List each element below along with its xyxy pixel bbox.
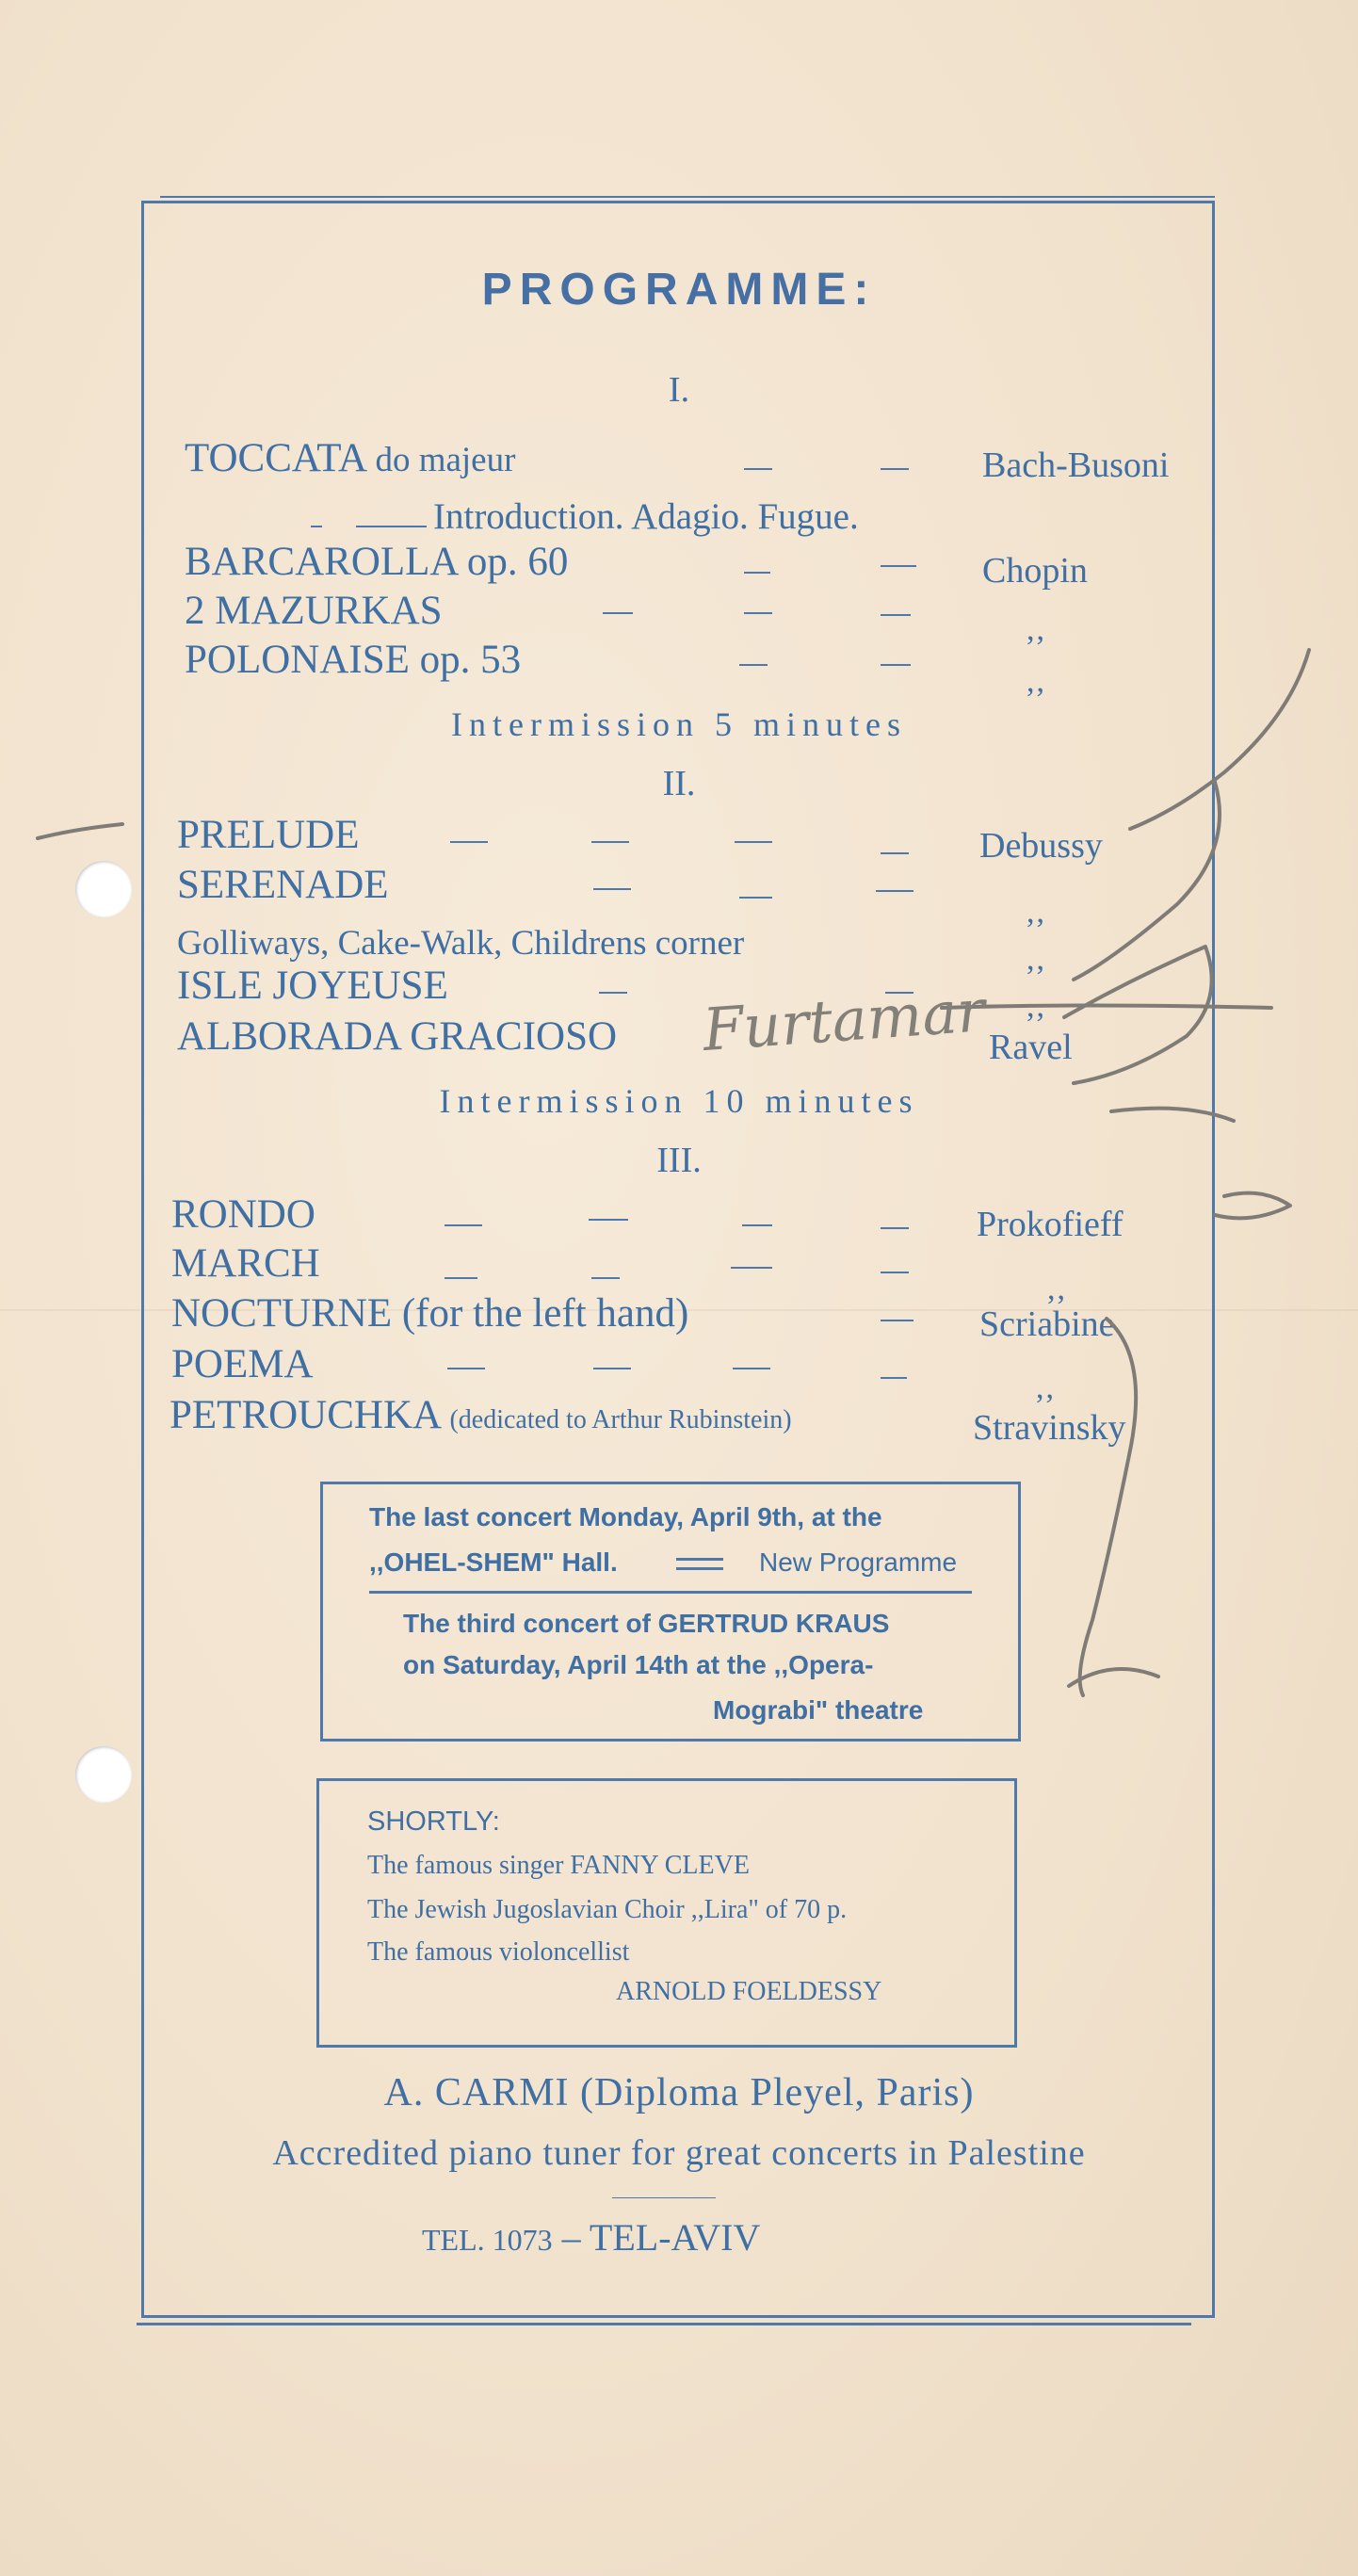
section-heading-1: I. bbox=[668, 370, 690, 410]
piece-isle-joyeuse: ISLE JOYEUSE bbox=[177, 964, 448, 1008]
pencil-signature-text: Furtamar bbox=[700, 976, 988, 1064]
composer-debussy: Debussy bbox=[979, 826, 1103, 866]
dash bbox=[744, 572, 770, 574]
dash bbox=[881, 1272, 909, 1273]
composer-ditto: ,, bbox=[1027, 612, 1046, 647]
dash bbox=[735, 841, 772, 843]
piece-rondo: RONDO bbox=[171, 1192, 315, 1237]
dash bbox=[739, 664, 768, 666]
piece-childrens-corner: Golliways, Cake-Walk, Childrens corner bbox=[177, 924, 745, 963]
equals-rule bbox=[676, 1567, 723, 1570]
piece-mazurkas: 2 MAZURKAS bbox=[185, 589, 443, 633]
piece-polonaise: POLONAISE op. 53 bbox=[185, 638, 522, 682]
advert-city: TEL-AVIV bbox=[589, 2216, 761, 2259]
notice-divider bbox=[369, 1591, 972, 1594]
composer-ditto: ,, bbox=[1027, 942, 1046, 977]
piece-toccata bbox=[185, 435, 515, 481]
piece-dedication: (dedicated to Arthur Rubinstein) bbox=[449, 1405, 792, 1434]
composer-ravel: Ravel bbox=[989, 1028, 1073, 1067]
advert-name: A. CARMI (Diploma Pleyel, Paris) bbox=[383, 2071, 975, 2114]
piece-poema: POEMA bbox=[171, 1342, 314, 1386]
dash bbox=[445, 1277, 477, 1279]
dash bbox=[311, 526, 322, 527]
dash bbox=[450, 841, 488, 843]
dash bbox=[445, 1224, 482, 1226]
dash bbox=[876, 890, 913, 892]
piece-title: PETROUCHKA bbox=[170, 1393, 440, 1437]
punch-hole-bottom bbox=[75, 1746, 132, 1803]
equals-rule bbox=[676, 1558, 723, 1561]
notice-last-concert: The last concert Monday, April 9th, at the bbox=[369, 1502, 882, 1531]
advert-tel-number: TEL. 1073 bbox=[422, 2223, 553, 2257]
piece-alborada: ALBORADA GRACIOSO bbox=[177, 1014, 618, 1059]
programme-title: PROGRAMME: bbox=[481, 265, 877, 315]
frame-bottom-rule bbox=[137, 2323, 1191, 2325]
dash bbox=[881, 1320, 913, 1321]
dash bbox=[739, 897, 772, 899]
dash bbox=[885, 992, 913, 994]
dash bbox=[447, 1368, 485, 1369]
composer-scriabine: Scriabine bbox=[979, 1304, 1115, 1344]
advert-dash: – bbox=[561, 2216, 581, 2259]
dash bbox=[881, 614, 911, 616]
piece-prelude: PRELUDE bbox=[177, 813, 360, 857]
composer-chopin: Chopin bbox=[982, 551, 1088, 591]
composer-bach-busoni: Bach-Busoni bbox=[982, 446, 1170, 485]
dash bbox=[744, 468, 772, 470]
composer-ditto: ,, bbox=[1027, 895, 1046, 930]
advert-divider bbox=[612, 2197, 716, 2198]
notice-new-programme: New Programme bbox=[759, 1547, 958, 1577]
shortly-singer: The famous singer FANNY CLEVE bbox=[367, 1851, 750, 1880]
piece-march: MARCH bbox=[171, 1241, 320, 1286]
punch-hole-top bbox=[75, 861, 132, 917]
section-heading-3: III. bbox=[656, 1141, 702, 1180]
dash bbox=[881, 852, 909, 854]
composer-prokofieff: Prokofieff bbox=[977, 1205, 1124, 1244]
piece-movements: Introduction. Adagio. Fugue. bbox=[433, 496, 859, 537]
intermission-2: Intermission 10 minutes bbox=[439, 1082, 919, 1120]
advert-telephone bbox=[422, 2215, 760, 2260]
composer-ditto: ,, bbox=[1027, 989, 1046, 1024]
piece-nocturne: NOCTURNE (for the left hand) bbox=[171, 1291, 689, 1336]
composer-ditto: ,, bbox=[1047, 1272, 1067, 1306]
piece-barcarolla: BARCAROLLA op. 60 bbox=[185, 540, 569, 584]
notice-third-concert: The third concert of GERTRUD KRAUS bbox=[403, 1609, 890, 1638]
shortly-cellist: The famous violoncellist bbox=[367, 1937, 630, 1967]
shortly-choir: The Jewish Jugoslavian Choir ,,Lira" of 70 p. bbox=[367, 1895, 848, 1924]
dash bbox=[744, 612, 772, 614]
dash bbox=[603, 612, 633, 614]
notice-saturday: on Saturday, April 14th at the ,,Opera- bbox=[403, 1650, 874, 1679]
piece-key: do majeur bbox=[375, 441, 516, 479]
shortly-heading: SHORTLY: bbox=[367, 1806, 500, 1837]
notice-theatre: Mograbi" theatre bbox=[713, 1695, 924, 1725]
dash bbox=[731, 1267, 772, 1269]
notice-hall: ,,OHEL-SHEM" Hall. bbox=[369, 1547, 618, 1577]
dash bbox=[591, 841, 629, 843]
composer-stravinsky: Stravinsky bbox=[973, 1408, 1126, 1448]
advert-tagline: Accredited piano tuner for great concerts in Palestine bbox=[272, 2133, 1086, 2173]
dash bbox=[591, 1277, 620, 1279]
dash bbox=[356, 526, 427, 527]
dash bbox=[589, 1219, 628, 1221]
intermission-1: Intermission 5 minutes bbox=[451, 705, 907, 743]
piece-title: TOCCATA bbox=[185, 436, 365, 480]
dash bbox=[881, 1227, 909, 1229]
composer-ditto: ,, bbox=[1036, 1370, 1056, 1405]
dash bbox=[599, 992, 627, 994]
dash bbox=[881, 1377, 907, 1379]
composer-ditto: ,, bbox=[1027, 664, 1046, 699]
dash bbox=[881, 565, 916, 567]
frame-top-rule bbox=[160, 196, 1215, 198]
dash bbox=[742, 1224, 772, 1226]
dash bbox=[881, 468, 909, 470]
dash bbox=[881, 664, 911, 666]
dash bbox=[593, 888, 631, 890]
dash bbox=[733, 1368, 770, 1369]
shortly-cellist-name: ARNOLD FOELDESSY bbox=[616, 1977, 882, 2006]
piece-petrouchka bbox=[170, 1392, 792, 1438]
dash bbox=[593, 1368, 631, 1369]
section-heading-2: II. bbox=[662, 764, 696, 803]
piece-serenade: SERENADE bbox=[177, 863, 389, 907]
